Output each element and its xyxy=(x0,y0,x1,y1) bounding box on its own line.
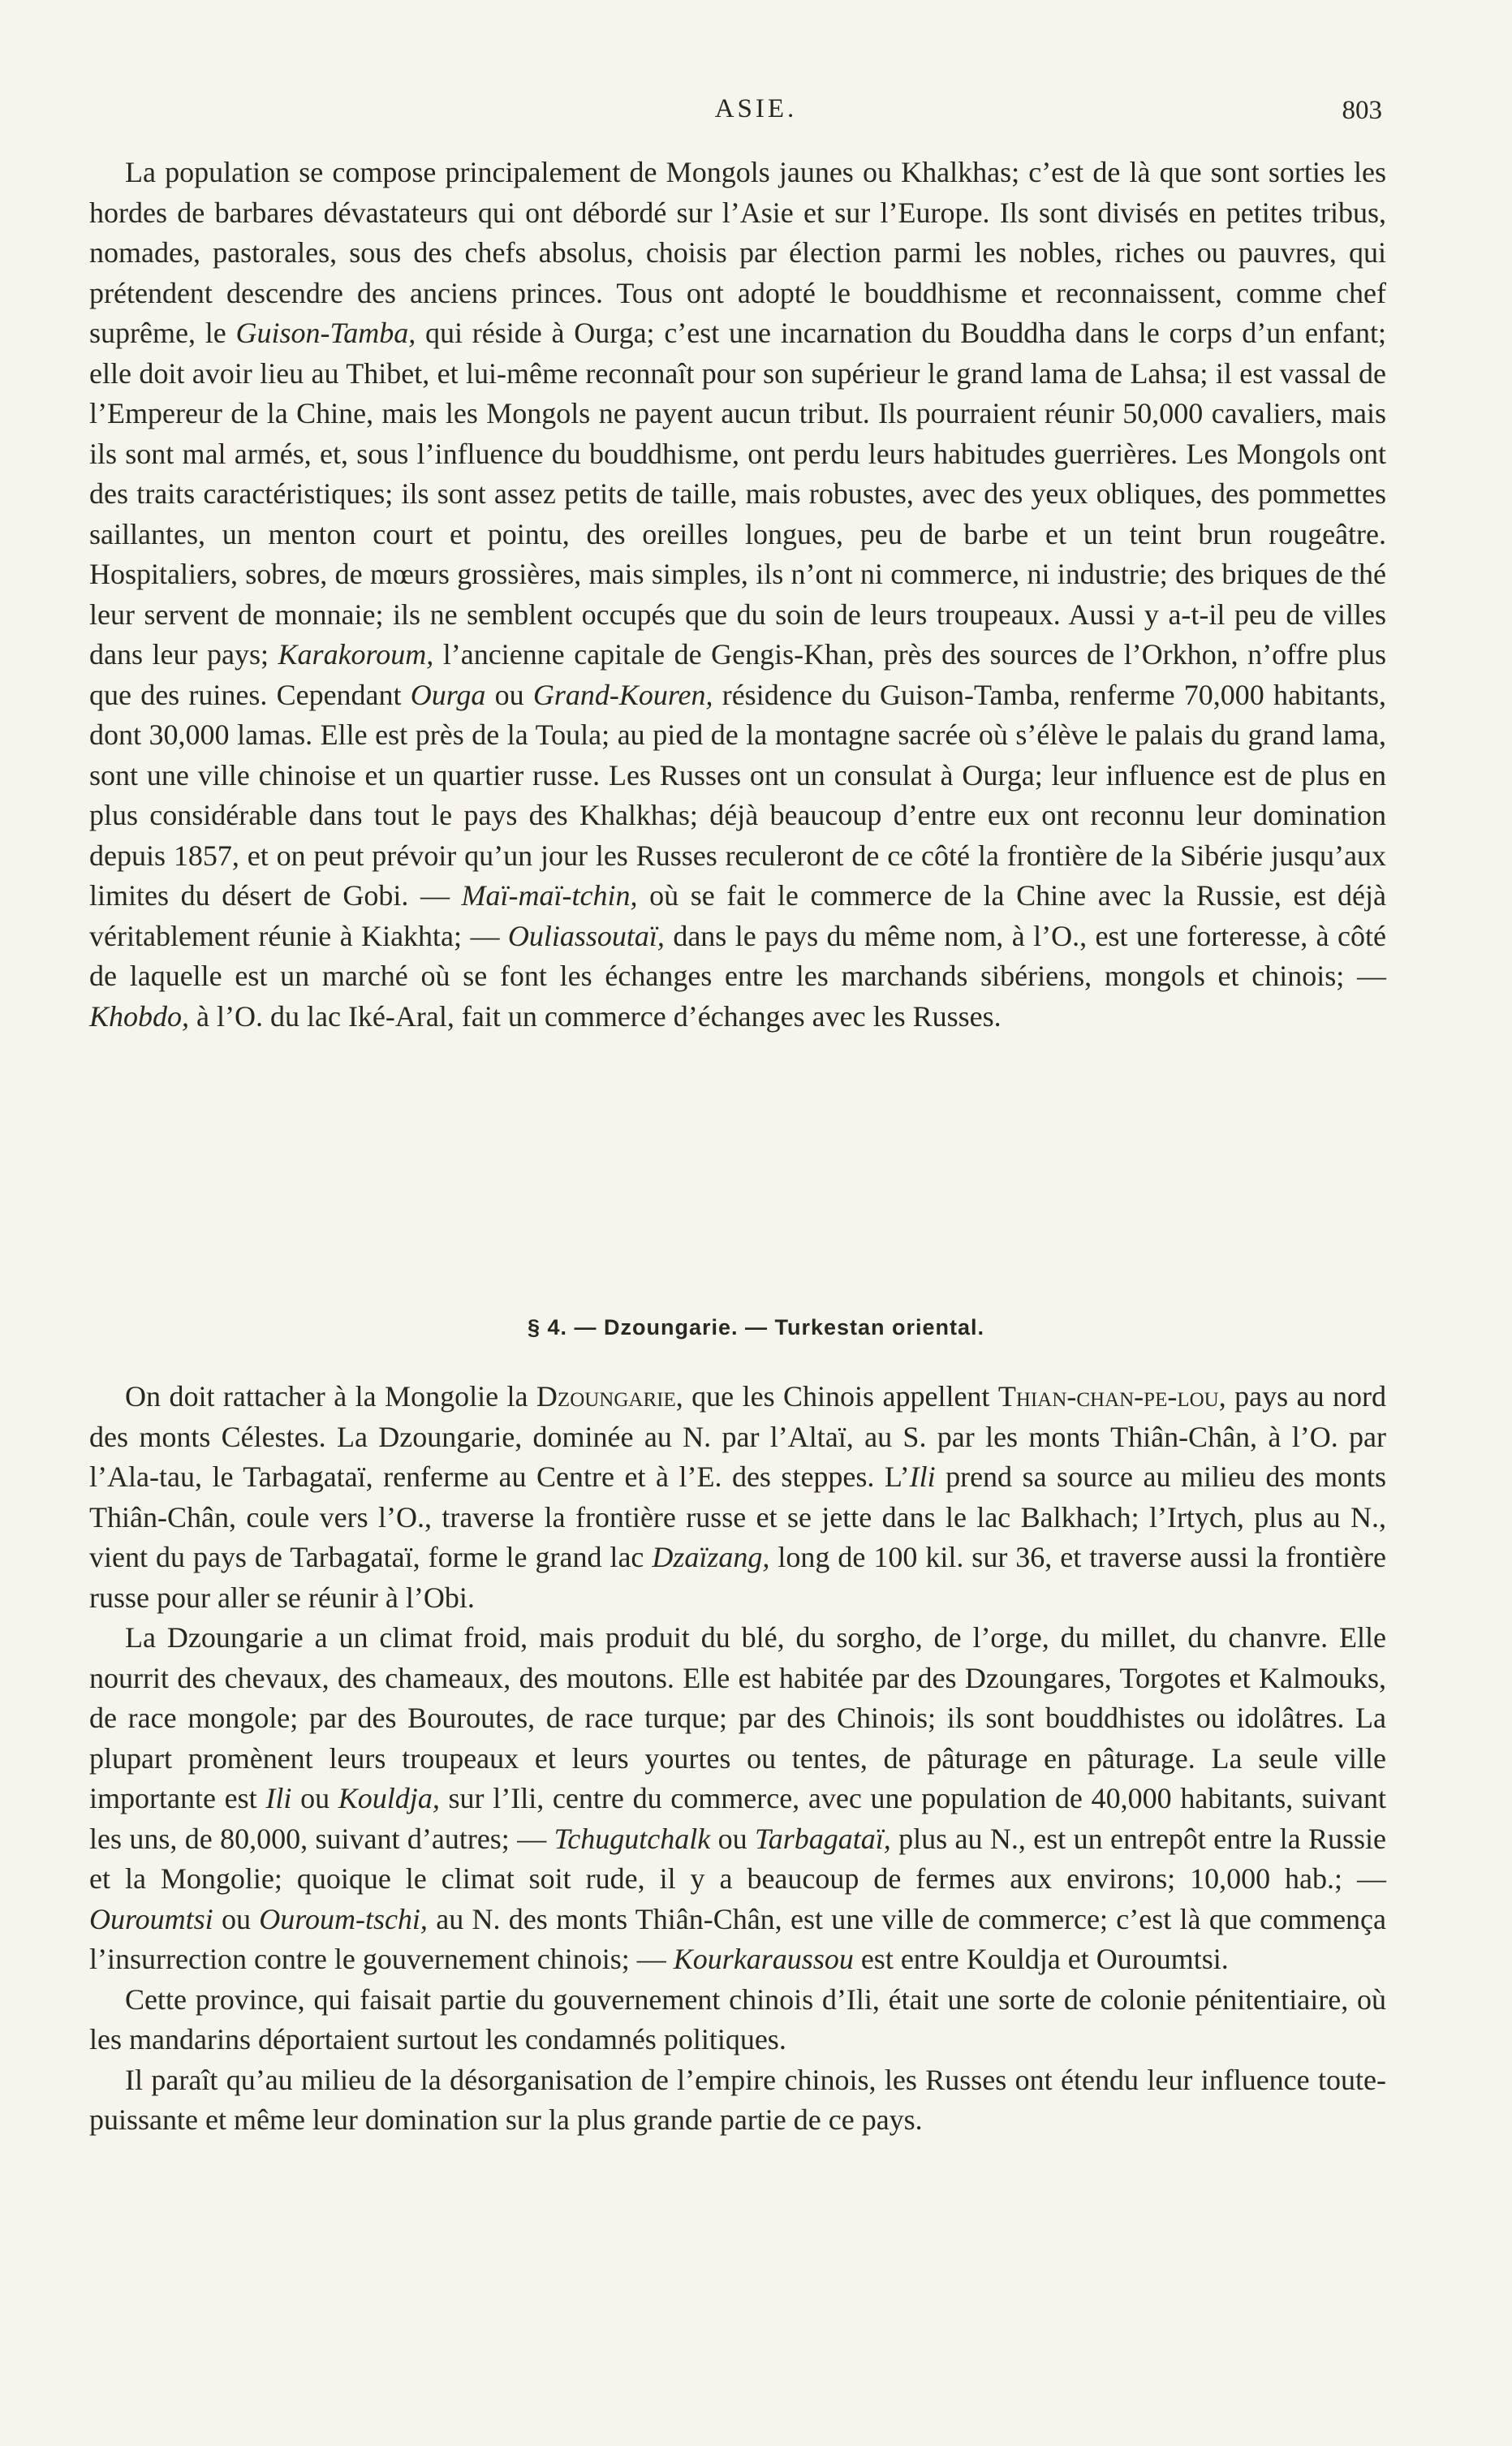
running-header xyxy=(0,88,1512,136)
paragraph-mongol-population: La population se compose principalement de Mongols jaunes ou Khalkhas; c’est de là que sont sorties les hordes de barbares dévastateurs qui ont débordé sur l’Asie et sur l’Europe. Ils sont divisés en petites tribus, nomades, pastorales, sous des chefs absolus, choisis par élection parmi les nobles, riches ou pauvres, qui prétendent descendre des anciens princes. Tous ont adopté le bouddhisme et reconnaissent, comme chef suprême, le Guison-Tamba, qui réside à Ourga; c’est une incarnation du Bouddha dans le corps d’un enfant; elle doit avoir lieu au Thibet, et lui-même reconnaît pour son supérieur le grand lama de Lahsa; il est vassal de l’Empereur de la Chine, mais les Mongols ne payent aucun tribut. Ils pourraient réunir 50,000 cavaliers, mais ils sont mal armés, et, sous l’influence du bouddhisme, ont perdu leurs habitudes guerrières. Les Mongols ont des traits caractéristiques; ils sont assez petits de taille, mais robustes, avec des yeux obliques, des pommettes saillantes, un menton court et pointu, des oreilles longues, peu de barbe et un teint brun rougeâtre. Hospitaliers, sobres, de mœurs grossières, mais simples, ils n’ont ni commerce, ni industrie; des briques de thé leur servent de monnaie; ils ne semblent occupés que du soin de leurs troupeaux. Aussi y a-t-il peu de villes dans leur pays; Karakoroum, l’ancienne capitale de Gengis-Khan, près des sources de l’Orkhon, n’offre plus que des ruines. Cependant Ourga ou Grand-Kouren, résidence du Guison-Tamba, renferme 70,000 habitants, dont 30,000 lamas. Elle est près de la Toula; au pied de la montagne sacrée où s’élève le palais du grand lama, sont une ville chinoise et un quartier russe. Les Russes ont un consulat à Ourga; leur influence est de plus en plus considérable dans tout le pays des Khalkhas; déjà beaucoup d’entre eux ont reconnu leur domination depuis 1857, et on peut prévoir qu’un jour les Russes reculeront de ce côté la frontière de la Sibérie jusqu’aux limites du désert de Gobi. — Maï-maï-tchin, où se fait le commerce de la Chine avec la Russie, est déjà véritablement réunie à Kiakhta; — Ouliassoutaï, dans le pays du même nom, à l’O., est une forteresse, à côté de laquelle est un marché où se font les échanges entre les marchands sibériens, mongols et chinois; — Khobdo, à l’O. du lac Iké-Aral, fait un commerce d’échanges avec les Russes. xyxy=(89,156,1386,1033)
paragraph-dzoungarie-geography: On doit rattacher à la Mongolie la Dzoungarie, que les Chinois appellent Thian-chan-pe-lou, pays au nord des monts Célestes. La Dzoungarie, dominée au N. par l’Altaï, au S. par les monts Thiân-Chân, à l’O. par l’Ala-tau, le Tarbagataï, renferme au Centre et à l’E. des steppes. L’Ili prend sa source au milieu des monts Thiân-Chân, coule vers l’O., traverse la frontière russe et se jette dans le lac Balkhach; l’Irtych, plus au N., vient du pays de Tarbagataï, forme le grand lac Dzaïzang, long de 100 kil. sur 36, et traverse aussi la frontière russe pour aller se réunir à l’Obi. xyxy=(89,1380,1387,1614)
running-title: ASIE. xyxy=(714,94,798,123)
paragraph-russian-influence: Il paraît qu’au milieu de la désorganisation de l’empire chinois, les Russes ont étendu leur influence toute-puissante et même leur domination sur la plus grande partie de ce pays. xyxy=(89,2063,1386,2136)
page-number: 803 xyxy=(1342,96,1382,125)
mongolia-text-block xyxy=(89,153,1386,1037)
paragraph-penal-colony: Cette province, qui faisait partie du gouvernement chinois d’Ili, était une sorte de colonie pénitentiaire, où les mandarins déportaient surtout les condamnés politiques. xyxy=(89,1982,1386,2056)
dzoungarie-text-block xyxy=(89,1377,1386,2141)
paragraph-dzoungarie-climate: La Dzoungarie a un climat froid, mais produit du blé, du sorgho, de l’orge, du millet, du chanvre. Elle nourrit des chevaux, des chameaux, des moutons. Elle est habitée par des Dzoungares, Torgotes et Kalmouks, de race mongole; par des Bouroutes, de race turque; par des Chinois; ils sont bouddhistes ou idolâtres. La plupart promènent leurs troupeaux et leurs yourtes ou tentes, de pâturage en pâturage. La seule ville importante est Ili ou Kouldja, sur l’Ili, centre du commerce, avec une population de 40,000 habitants, suivant les uns, de 80,000, suivant d’autres; — Tchugutchalk ou Tarbagataï, plus au N., est un entrepôt entre la Russie et la Mongolie; quoique le climat soit rude, il y a beaucoup de fermes aux environs; 10,000 hab.; — Ouroumtsi ou Ouroum-tschi, au N. des monts Thiân-Chân, est une ville de commerce; c’est là que commença l’insurrection contre le gouvernement chinois; — Kourkaraussou est entre Kouldja et Ouroumtsi. xyxy=(89,1621,1387,1975)
section-heading: § 4. — Dzoungarie. — Turkestan oriental. xyxy=(527,1315,985,1339)
